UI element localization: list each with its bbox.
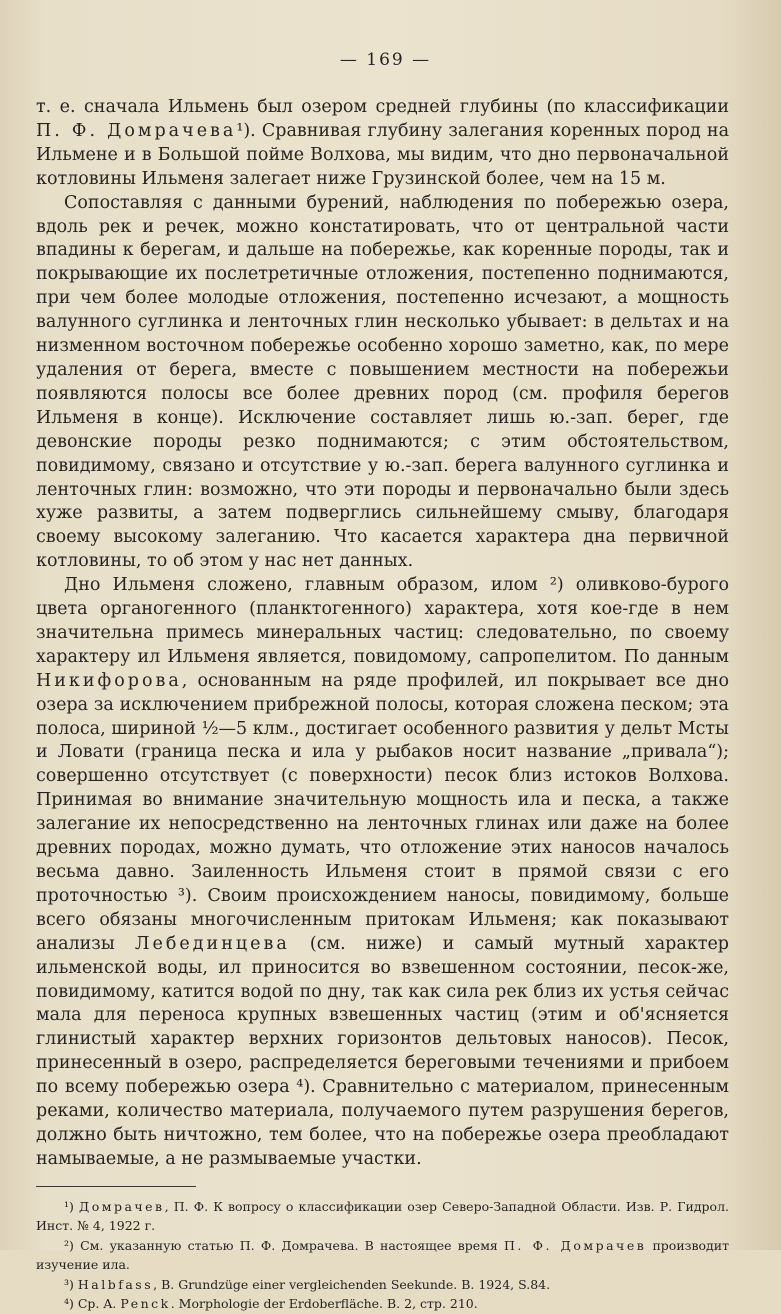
text-segment: , П. Ф. К вопросу о классификации озер Северо-Западной Области. Изв. Р. Гидрол. Инст. № 4, 1922 г. [36, 1198, 729, 1234]
footnote [36, 1294, 729, 1314]
text-segment: Дно Ильменя сложено, главным образом, илом ²) оливково-бурого цвета органогенного (планктогенного) характера, хотя кое-где в нем значительна примесь минеральных частиц: следовательно, по своему характеру ил Ильменя является, повидомому, сапропелитом. По данным [36, 575, 729, 667]
text-segment: , основанным на ряде профилей, ил покрывает все дно озера за исключением прибрежной полосы, которая сложена песком; эта полоса, шириной ½—5 клм., достигает особенного развития у дельт Мсты и Ловати (граница песка и ила у рыбаков носит название „привала“); совершенно отсутствует (с поверхности) песок близ истоков Волхова. Принимая во внимание значительную мощность ила и песка, а также залегание их непосредственно на ленточных глинах или даже на более древних породах, можно думать, что отложение этих наносов началось весьма давно. Заиленность Ильменя стоит в прямой связи с его проточностью ³). Своим происхождением наносы, повидимому, больше всего обязаны многочисленным притокам Ильменя; как показывают анализы [36, 670, 729, 954]
paragraph [36, 192, 729, 575]
footnote [36, 1275, 729, 1295]
text-segment: (см. ниже) и самый мутный характер ильменской воды, ил приносится во взвешенном состоянии, песок-же, повидимому, катится водой по дну, так как сила рек близ их устья сейчас мала для переноса крупных взвешенных частиц (этим и об'ясняется глинистый характер верхних горизонтов дельтовых наносов). Песок, принесенный в озеро, распределяется береговыми течениями и прибоем по всему побережью озера ⁴). Сравнительно с материалом, принесенным реками, количество материала, получаемого путем разрушения берегов, должно быть ничтожно, тем более, что на побережье озера преобладают намываемые, а не размываемые участки. [36, 933, 729, 1169]
footnotes [36, 1197, 729, 1314]
text-segment: ¹). Сравнивая глубину залегания коренных пород на Ильмене и в Большой пойме Волхова, мы видим, что дно первоначальной котловины Ильменя залегает ниже Грузинской более, чем на 15 м. [36, 120, 729, 189]
author-name: Лебединцева [134, 933, 290, 954]
text-segment: производит изучение ила. [36, 1237, 729, 1273]
author-name: Никифорова [36, 670, 182, 691]
footnote [36, 1197, 729, 1236]
body-text [36, 96, 729, 1172]
author-name: Halbfass [77, 1276, 154, 1292]
page-number: — 169 — [339, 50, 432, 70]
text-segment: . Morphologie der Erdoberfläche. B. 2, стр. 210. [170, 1296, 478, 1312]
text-segment: , B. Grundzüge einer vergleichenden Seekunde. B. 1924, S.84. [153, 1276, 551, 1292]
author-name: Penck [120, 1296, 171, 1312]
footnote-divider [36, 1186, 196, 1187]
author-name: П. Ф. Домрачев [504, 1237, 647, 1253]
paragraph [36, 96, 729, 192]
text-segment: ⁴) Ср. A. [64, 1296, 121, 1312]
text-segment: ²) См. указанную статью П. Ф. Домрачева. В настоящее время [64, 1237, 505, 1253]
text-segment: т. е. сначала Ильмень был озером средней глубины (по классификации [36, 97, 729, 117]
paragraph [36, 574, 729, 1172]
text-segment: ¹) [64, 1198, 80, 1214]
footnote [36, 1236, 729, 1275]
text-segment: ³) [64, 1276, 78, 1292]
author-name: Домрачев [79, 1198, 165, 1214]
text-segment: Сопоставляя с данными бурений, наблюдения по побережью озера, вдоль рек и речек, можно констатировать, что от центральной части впадины к берегам, и дальше на побережье, как коренные породы, так и покрывающие их послетретичные отложения, постепенно поднимаются, при чем более молодые отложения, постепенно исчезают, а мощность валунного суглинка и ленточных глин несколько убывает: в дельтах и на низменном восточном побережье особенно хорошо заметно, как, по мере удаления от берега, вместе с повышением местности на побережьи появляются полосы все более древних пород (см. профиля берегов Ильменя в конце). Исключение составляет лишь ю.-зап. берег, где девонские породы резко поднимаются; с этим обстоятельством, повидимому, связано и отсутствие у ю.-зап. берега валунного суглинка и ленточных глин: возможно, что эти породы и первоначально были здесь хуже развиты, а затем подверглись сильнейшему смыву, благодаря своему высокому залеганию. Что касается характера дна первичной котловины, то об этом у нас нет данных. [36, 192, 729, 572]
author-name: П. Ф. Домрачева [36, 120, 237, 141]
